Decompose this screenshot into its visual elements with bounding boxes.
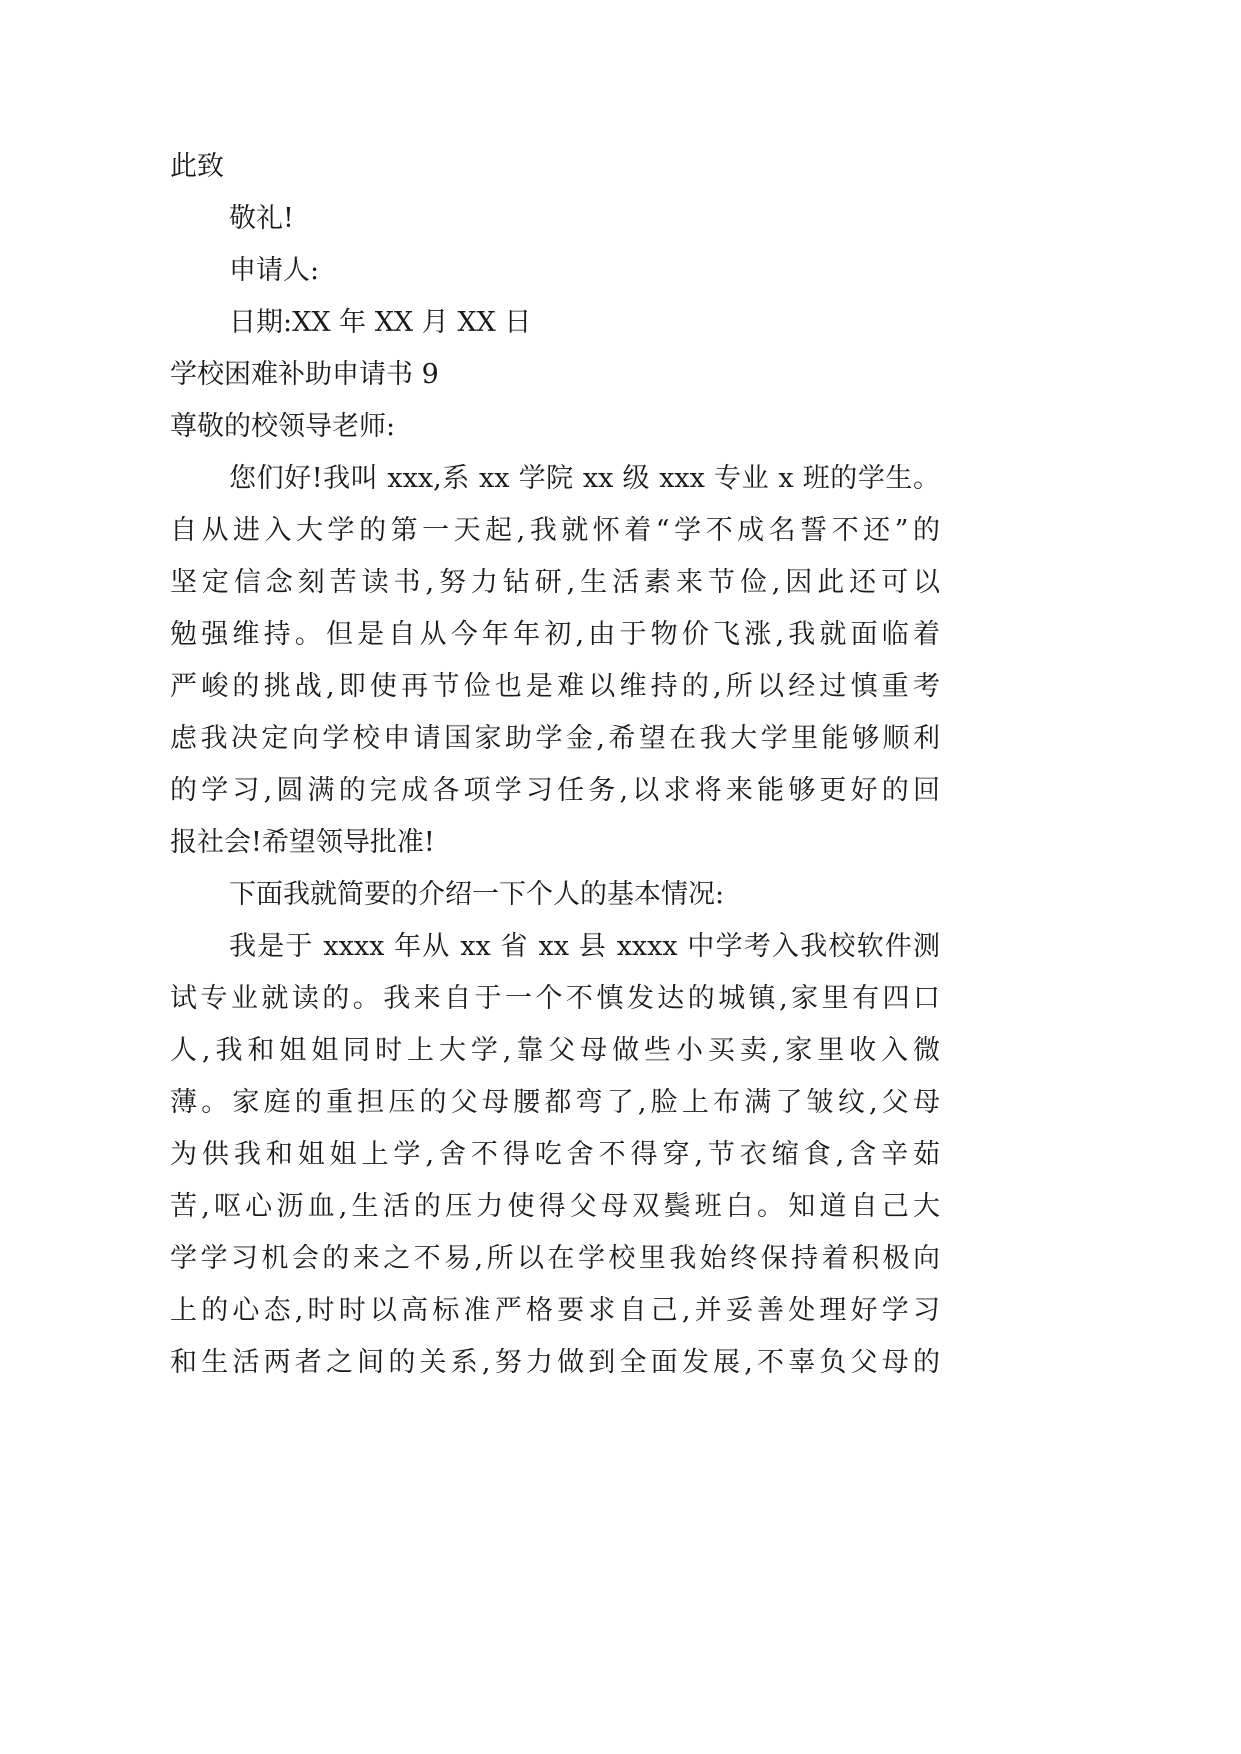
paragraph-line: 我是于 xxxx 年从 xx 省 xx 县 xxxx 中学考入我校软件测: [229, 931, 940, 962]
paragraph-line: 薄。家庭的重担压的父母腰都弯了,脸上布满了皱纹,父母: [170, 1087, 940, 1118]
paragraph-line: 坚定信念刻苦读书,努力钻研,生活素来节俭,因此还可以: [170, 567, 940, 598]
paragraph-line: 报社会!希望领导批准!: [170, 827, 435, 858]
paragraph-line: 和生活两者之间的关系,努力做到全面发展,不辜负父母的: [170, 1347, 940, 1378]
paragraph-line: 的学习,圆满的完成各项学习任务,以求将来能够更好的回: [170, 775, 940, 806]
date-line: 日期:XX 年 XX 月 XX 日: [229, 307, 532, 338]
closing-line: 此致: [170, 151, 224, 182]
document-title: 学校困难补助申请书 9: [170, 359, 439, 390]
salute-line: 敬礼!: [229, 203, 294, 234]
paragraph-line: 勉强维持。但是自从今年年初,由于物价飞涨,我就面临着: [170, 619, 940, 650]
paragraph-line: 苦,呕心沥血,生活的压力使得父母双鬓班白。知道自己大: [170, 1191, 940, 1222]
paragraph-line: 虑我决定向学校申请国家助学金,希望在我大学里能够顺利: [170, 723, 940, 754]
paragraph-line: 严峻的挑战,即使再节俭也是难以维持的,所以经过慎重考: [170, 671, 940, 702]
paragraph-line: 您们好!我叫 xxx,系 xx 学院 xx 级 xxx 专业 x 班的学生。: [229, 463, 940, 494]
paragraph-line: 自从进入大学的第一天起,我就怀着“学不成名誓不还”的: [170, 515, 940, 546]
greeting-line: 尊敬的校领导老师:: [170, 411, 396, 442]
paragraph-line: 下面我就简要的介绍一下个人的基本情况:: [229, 879, 725, 910]
paragraph-line: 为供我和姐姐上学,舍不得吃舍不得穿,节衣缩食,含辛茹: [170, 1139, 940, 1170]
paragraph-line: 上的心态,时时以高标准严格要求自己,并妥善处理好学习: [170, 1295, 940, 1326]
paragraph-line: 人,我和姐姐同时上大学,靠父母做些小买卖,家里收入微: [170, 1035, 940, 1066]
paragraph-line: 试专业就读的。我来自于一个不慎发达的城镇,家里有四口: [170, 983, 940, 1014]
paragraph-line: 学学习机会的来之不易,所以在学校里我始终保持着积极向: [170, 1243, 940, 1274]
applicant-line: 申请人:: [229, 255, 320, 286]
